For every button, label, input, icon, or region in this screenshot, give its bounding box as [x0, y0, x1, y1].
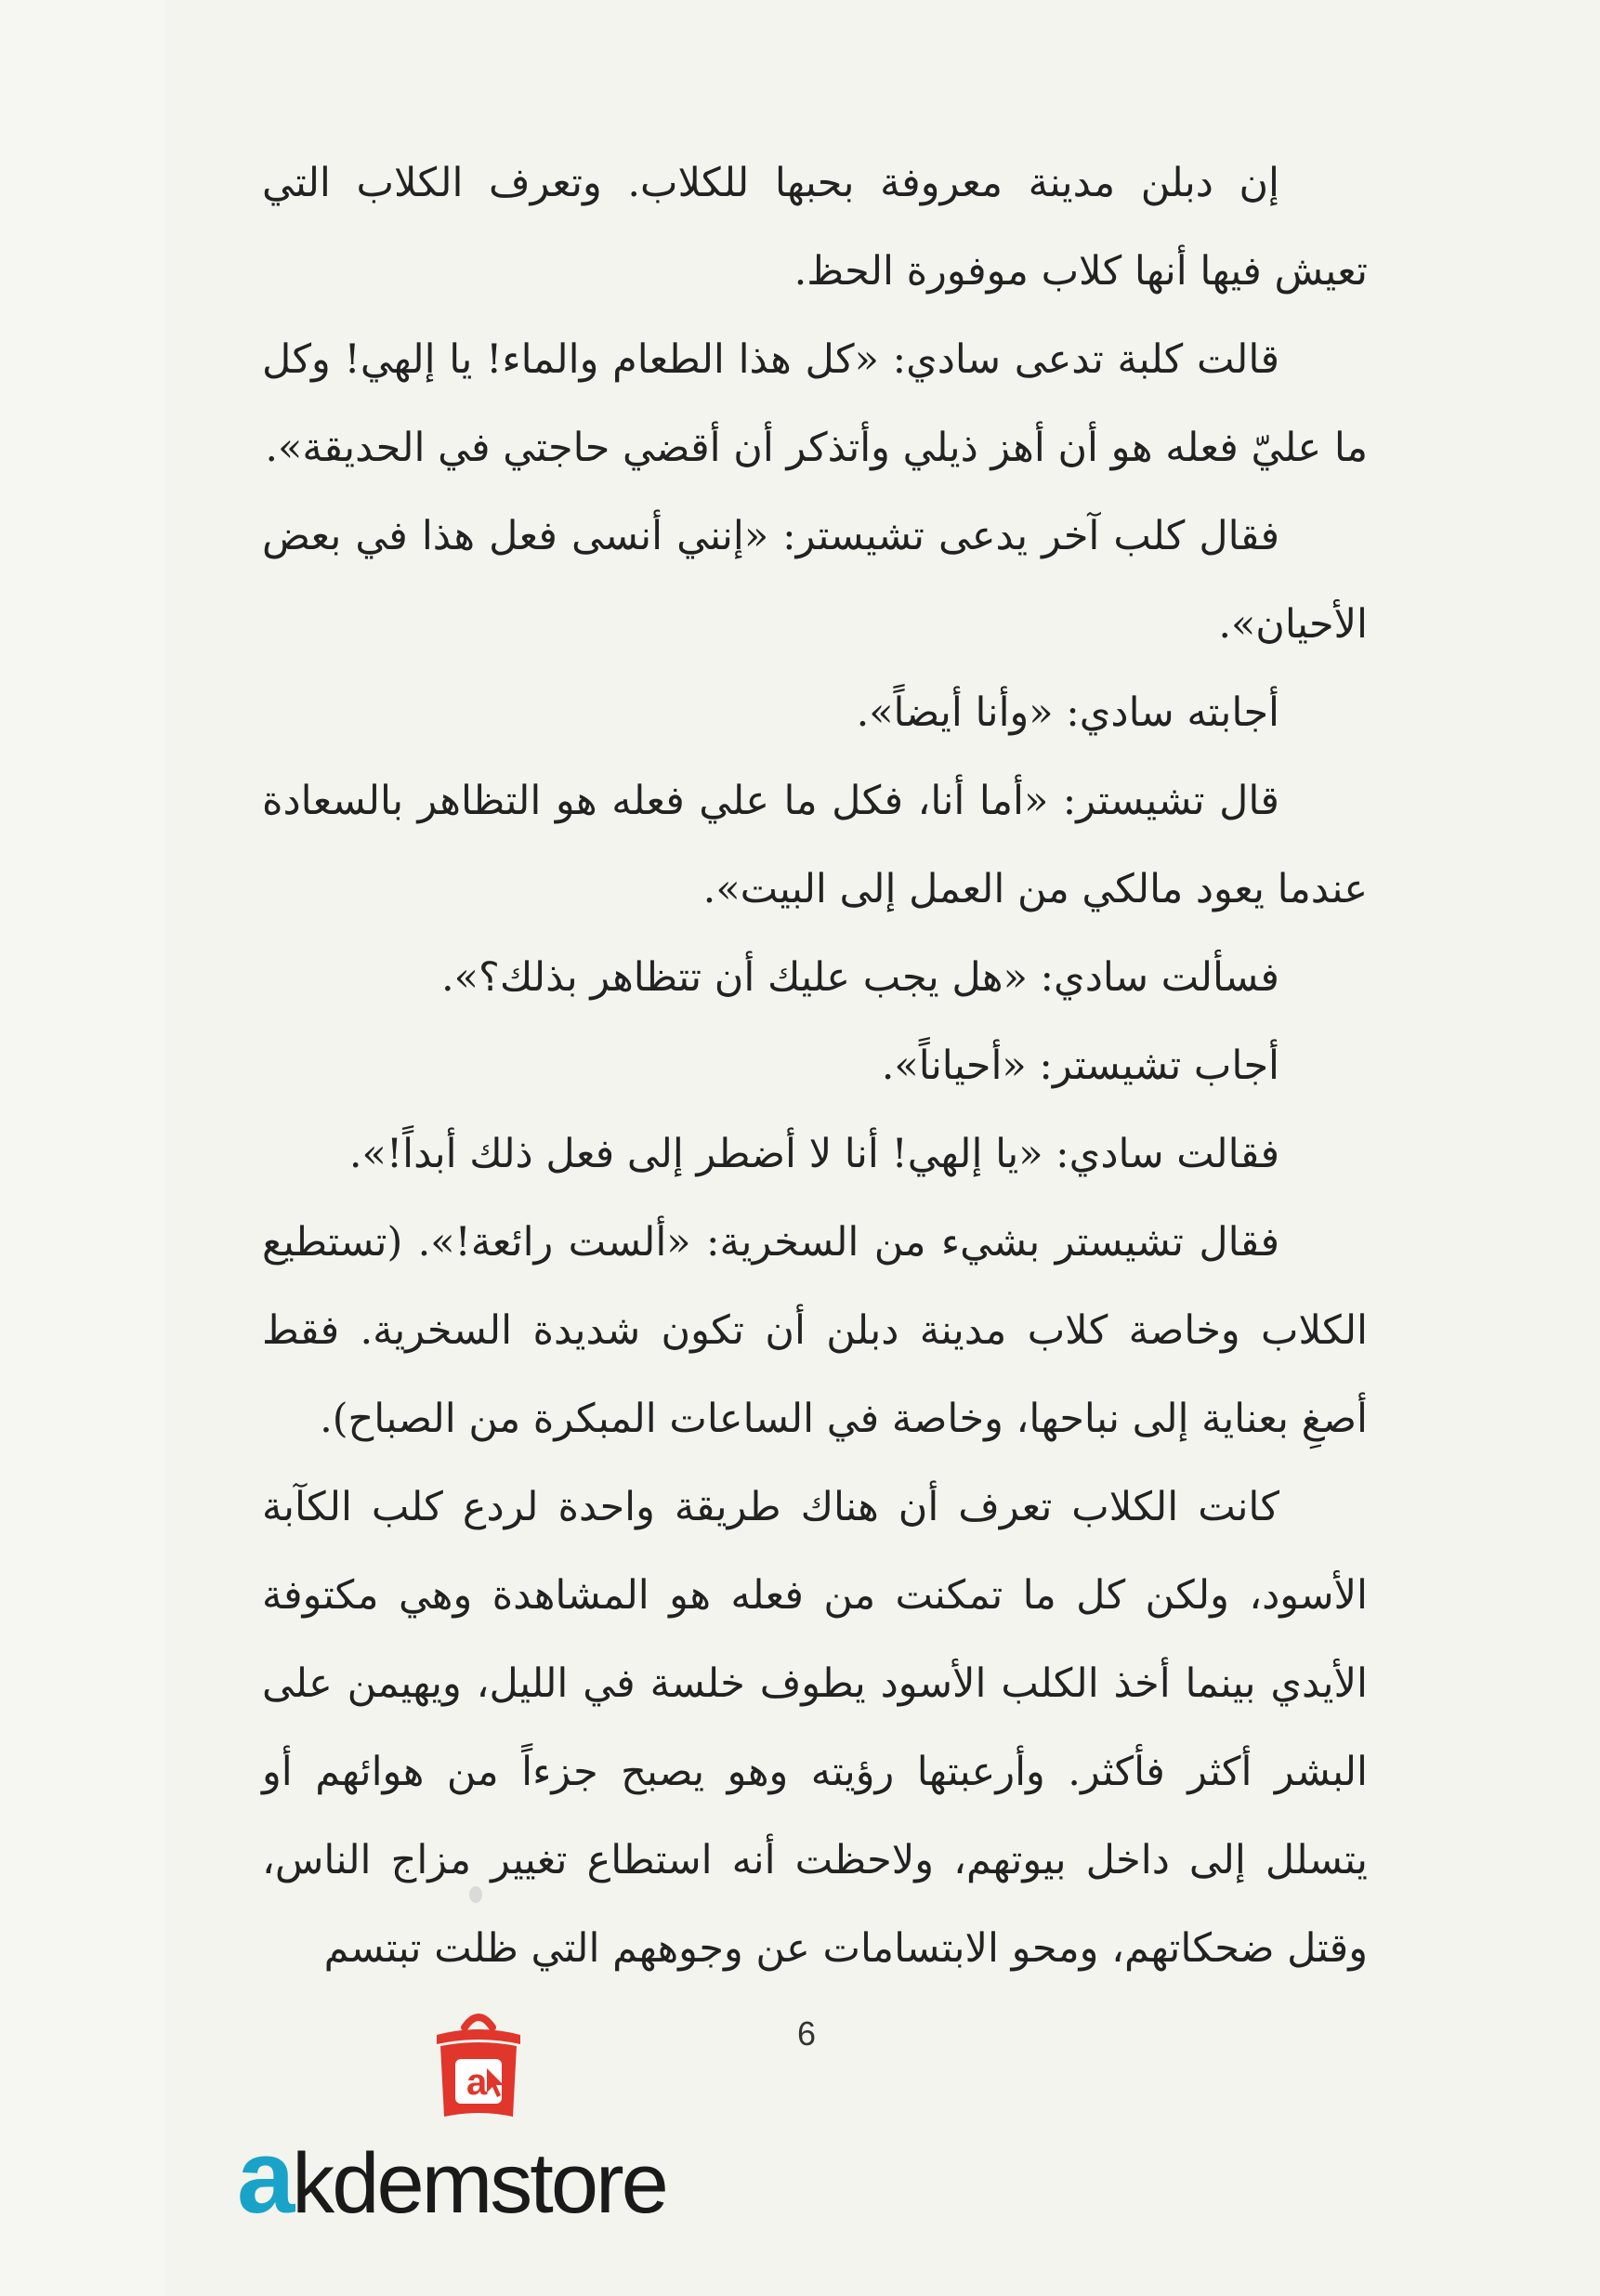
paragraph: قال تشيستر: «أما أنا، فكل ما علي فعله هو التظاهر بالسعادة عندما يعود مالكي من العمل إلى البيت».: [262, 778, 1368, 912]
logo-icon-letter: a: [466, 2062, 488, 2103]
brand-rest: kdemstore: [292, 2136, 666, 2231]
paper-smudge: [469, 1886, 482, 1903]
book-cart-icon: [427, 2007, 530, 2128]
paragraph: فقالت سادي: «يا إلهي! أنا لا أضطر إلى فعل ذلك أبداً!».: [348, 1131, 1279, 1177]
akdemstore-logo: [237, 2007, 757, 2235]
paragraph: قالت كلبة تدعى سادي: «كل هذا الطعام والماء! يا إلهي! وكل ما عليّ فعله هو أن أهز ذيلي وأتذكر أن أقضي حاجتي في الحديقة».: [262, 336, 1368, 471]
page-number: 6: [796, 2014, 817, 2053]
paragraph: فسألت سادي: «هل يجب عليك أن تتظاهر بذلك؟».: [441, 954, 1279, 1001]
paragraph: أجاب تشيستر: «أحياناً».: [881, 1043, 1279, 1089]
paragraph: فقال تشيستر بشيء من السخرية: «ألست رائعة!». (تستطيع الكلاب وخاصة كلاب مدينة دبلن أن تكون شديدة السخرية. فقط أصغِ بعناية إلى نباحها، وخاصة في الساعات المبكرة من الصباح).: [262, 1219, 1368, 1442]
brand-name: [237, 2117, 757, 2237]
paragraph: أجابته سادي: «وأنا أيضاً».: [856, 689, 1279, 736]
body-text: [262, 139, 1368, 1993]
paragraph: إن دبلن مدينة معروفة بحبها للكلاب. وتعرف الكلاب التي تعيش فيها أنها كلاب موفورة الحظ.: [262, 160, 1368, 295]
paragraph: فقال كلب آخر يدعى تشيستر: «إنني أنسى فعل هذا في بعض الأحيان».: [262, 513, 1368, 648]
paragraph: كانت الكلاب تعرف أن هناك طريقة واحدة لردع كلب الكآبة الأسود، ولكن كل ما تمكنت من فعله هو المشاهدة وهي مكتوفة الأيدي بينما أخذ الكلب الأسود يطوف خلسة في الليل، ويهيمن على البشر أكثر فأكثر. وأرعبتها رؤيته وهو يصبح جزءاً من هوائهم أو يتسلل إلى داخل بيوتهم، ولاحظت أنه استطاع تغيير مزاج الناس، وقتل ضحكاتهم، ومحو الابتسامات عن وجوههم التي ظلت تبتسم: [262, 1484, 1368, 1972]
brand-first-letter: a: [237, 2119, 293, 2235]
